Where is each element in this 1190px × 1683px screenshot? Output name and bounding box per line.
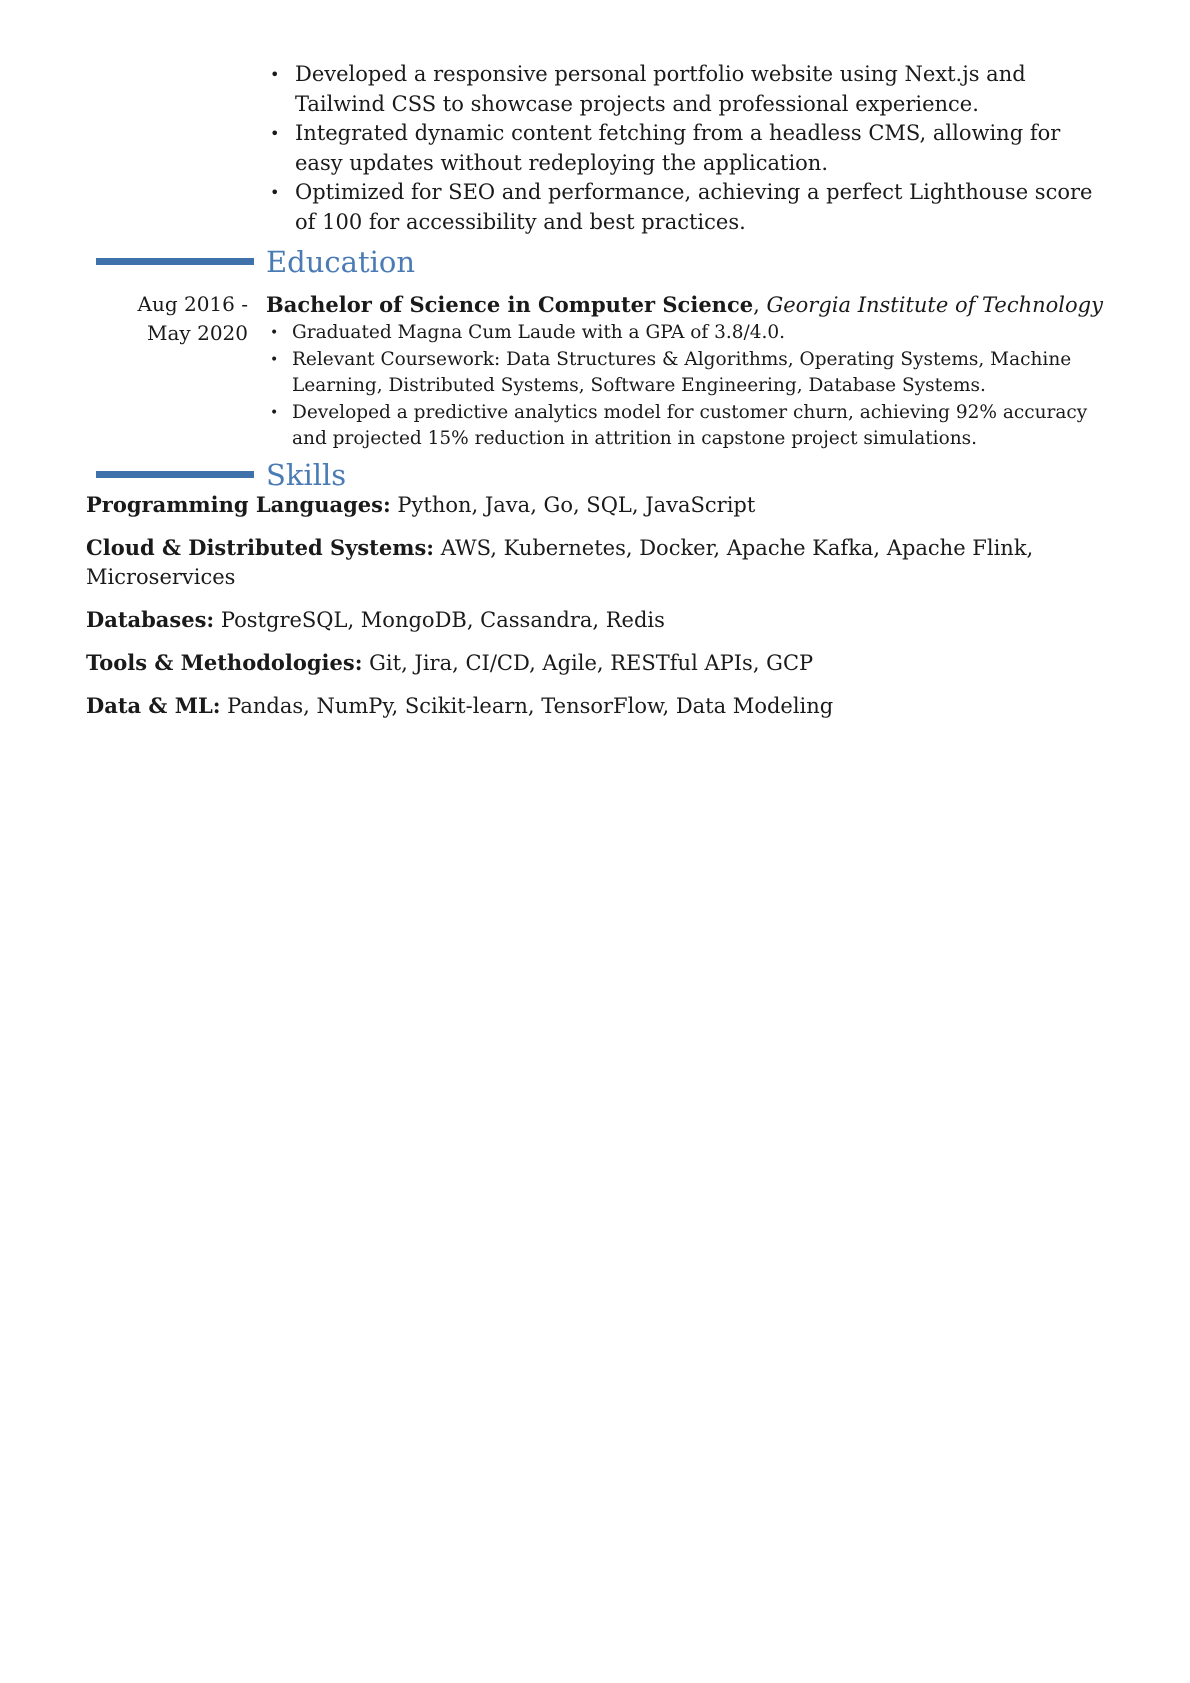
skill-category: Data & ML: — [86, 693, 221, 718]
bullet-icon: • — [270, 325, 279, 341]
skills-list — [86, 490, 1100, 734]
education-date-end: May 2020 — [147, 321, 248, 345]
list-item — [268, 320, 1098, 347]
list-item — [268, 60, 1098, 119]
skill-items: Git, Jira, CI/CD, Agile, RESTful APIs, GCP — [362, 651, 814, 675]
school-name: Georgia Institute of Technology — [766, 293, 1103, 317]
education-dates — [120, 290, 248, 348]
education-bullet-text: Graduated Magna Cum Laude with a GPA of 3.8/4.0. — [292, 322, 786, 343]
list-item — [268, 119, 1098, 178]
project-bullet-list — [268, 60, 1098, 237]
skills-section-rule — [96, 471, 254, 478]
skill-items: AWS, Kubernetes, Docker, Apache Kafka, Apache Flink, Microservices — [86, 536, 1034, 589]
education-section-title: Education — [266, 245, 416, 279]
degree-separator: , — [753, 293, 767, 317]
bullet-icon: • — [270, 124, 280, 143]
education-heading — [266, 290, 1103, 320]
skill-category: Databases: — [86, 607, 215, 632]
skill-row — [86, 490, 1100, 520]
education-date-start: Aug 2016 - — [137, 292, 248, 316]
list-item — [268, 347, 1098, 400]
skill-items: Python, Java, Go, SQL, JavaScript — [390, 493, 756, 517]
bullet-icon: • — [270, 351, 279, 368]
skill-category: Programming Languages: — [86, 492, 391, 517]
skills-section-title: Skills — [266, 458, 347, 492]
education-bullet-text: Relevant Coursework: Data Structures & Algorithms, Operating Systems, Machine Learning, Distributed Systems, Software Engineering, Database Systems. — [292, 348, 1072, 396]
skill-items: Pandas, NumPy, Scikit-learn, TensorFlow, Data Modeling — [220, 694, 834, 718]
project-bullet-text: Optimized for SEO and performance, achieving a perfect Lighthouse score of 100 for accessibility and best practices. — [295, 180, 1093, 234]
project-bullet-text: Integrated dynamic content fetching from a headless CMS, allowing for easy updates without redeploying the application. — [295, 121, 1061, 175]
list-item — [268, 400, 1098, 453]
education-section-rule — [96, 258, 254, 265]
bullet-icon: • — [270, 65, 280, 84]
degree-title: Bachelor of Science in Computer Science — [266, 292, 754, 317]
bullet-icon: • — [270, 183, 280, 202]
skill-row — [86, 648, 1100, 678]
skill-category: Cloud & Distributed Systems: — [86, 535, 435, 560]
list-item — [268, 178, 1098, 237]
skill-row — [86, 691, 1100, 721]
skill-category: Tools & Methodologies: — [86, 650, 363, 675]
education-bullet-list — [268, 320, 1098, 453]
skill-items: PostgreSQL, MongoDB, Cassandra, Redis — [214, 608, 665, 632]
bullet-icon: • — [270, 404, 279, 421]
education-bullet-text: Developed a predictive analytics model for customer churn, achieving 92% accuracy and projected 15% reduction in attrition in capstone project simulations. — [292, 401, 1088, 449]
skill-row — [86, 605, 1100, 635]
project-bullet-text: Developed a responsive personal portfolio website using Next.js and Tailwind CSS to showcase projects and professional experience. — [295, 62, 1026, 116]
skill-row — [86, 533, 1100, 592]
